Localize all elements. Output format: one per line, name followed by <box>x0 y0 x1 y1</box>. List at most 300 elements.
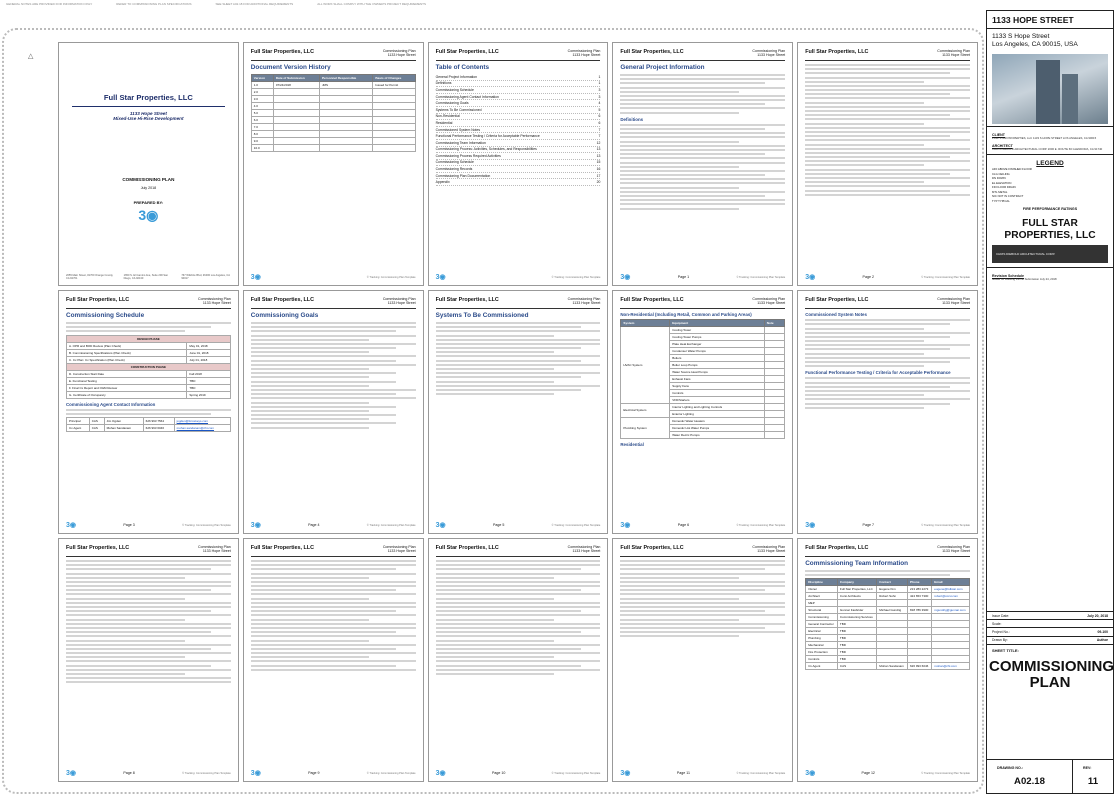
pages-grid <box>58 42 978 782</box>
cell: Robert Sohn <box>877 593 908 600</box>
page-address: 1133 Hope Street <box>942 549 970 554</box>
page-title: General Project Information <box>620 63 705 71</box>
text-page <box>612 538 793 782</box>
cell: Domestic Hot Water Pumps <box>670 424 765 431</box>
page-company: Full Star Properties, LLC <box>620 297 684 303</box>
cell: Electrical <box>806 628 838 635</box>
legend-item: EL ELEVATION <box>992 180 1012 185</box>
cover-line <box>72 106 225 107</box>
cover-page <box>58 42 239 286</box>
page-doc: Commissioning Plan <box>752 297 786 301</box>
cell: Gunnar Fasbrider <box>837 607 876 614</box>
page-address: 1133 Hope Street <box>387 53 416 58</box>
text-page <box>243 538 424 782</box>
non-residential-page <box>612 290 793 534</box>
cell: HVAC System <box>621 326 670 403</box>
page-header <box>620 545 785 557</box>
page-copyright: © Tracking: Commissioning Plan Template <box>921 523 970 527</box>
page-title: Table of Contents <box>435 63 490 71</box>
section-heading: Functional Performance Testing / Criteria for Acceptable Performance <box>805 370 951 376</box>
email-link[interactable]: mohan.sandanam@chi.com <box>174 425 230 432</box>
toc-item[interactable]: Commissioned System Notes 7 <box>435 127 601 132</box>
toc-item[interactable]: Commissioning Agent Contact Information 3 <box>435 94 601 99</box>
cover-prepared: PREPARED BY: <box>133 200 164 205</box>
toc-item[interactable]: Definitions 1 <box>435 81 601 86</box>
page-doc: Commissioning Plan <box>198 545 231 549</box>
client-info: FULL STAR PROPERTIES, LLC 1133 S HOPE STREET LOS ANGELES, CA 90015 <box>992 136 1097 140</box>
page-footer <box>251 521 416 529</box>
section-heading: Definitions <box>620 116 644 122</box>
cell: MEP <box>806 600 838 607</box>
cell: TBD <box>837 649 876 656</box>
architect-logo <box>992 245 1108 263</box>
page-footer <box>805 273 970 281</box>
page-footer <box>805 521 970 529</box>
revision-header: Revision Schedule <box>992 274 1024 279</box>
cell: General Contractor <box>806 621 838 628</box>
page-copyright: © Tracking: Commissioning Plan Template <box>182 771 231 775</box>
th: Discipline <box>806 579 838 586</box>
page-number: Page 8 <box>123 771 135 775</box>
page-footer <box>620 521 785 529</box>
text-page <box>428 538 609 782</box>
page-header <box>436 297 601 309</box>
cell: Structural <box>806 607 838 614</box>
email-link[interactable]: robert@corsi.com <box>932 593 970 600</box>
cell: JMS <box>319 81 372 88</box>
cover-logo: 3◉ <box>138 207 159 223</box>
page-address: 1133 Hope Street <box>387 549 416 554</box>
page-footer <box>66 769 231 777</box>
cell: Cx Agent <box>67 425 90 432</box>
goals-page <box>243 290 424 534</box>
page-copyright: © Tracking: Commissioning Plan Template <box>182 523 231 527</box>
page-number: Page 4 <box>308 523 320 527</box>
page-copyright: © Tracking: Commissioning Plan Template <box>736 771 786 775</box>
scale-row: Scale: <box>987 619 1113 627</box>
page-copyright: © Tracking: Commissioning Plan Template <box>551 275 601 279</box>
body-text <box>251 560 416 671</box>
body-text <box>251 322 416 429</box>
th: Personnel Responsible <box>319 74 372 81</box>
page-address: 1133 Hope Street <box>572 53 601 58</box>
page-doc: Commissioning Plan <box>567 545 601 549</box>
cell: Boilers <box>670 354 765 361</box>
page-doc: Commissioning Plan <box>937 297 970 301</box>
page-company: Full Star Properties, LLC <box>620 545 684 551</box>
page-title: Commissioning Schedule <box>66 311 145 319</box>
cell: Interior Lighting and Lighting Controls <box>670 403 765 410</box>
cell: 626 993 6046 <box>143 425 174 432</box>
page-header <box>251 49 416 61</box>
body-text <box>436 322 601 395</box>
page-footer <box>436 769 601 777</box>
version-table <box>251 74 416 152</box>
schedule-page <box>58 290 239 534</box>
cell: Cooling Tower <box>670 326 765 333</box>
page-footer <box>620 273 785 281</box>
toc-item[interactable]: Commissioning Schedule 3 <box>435 87 601 92</box>
page-doc: Commissioning Plan <box>382 297 416 301</box>
logo-icon: 3◉ <box>250 274 261 281</box>
strip-text: GENERAL NOTES ARE PROVIDED FOR INFORMATION ONLY <box>6 2 93 6</box>
body-text <box>66 409 231 415</box>
page-header <box>436 545 601 557</box>
cell: Controls <box>806 656 838 663</box>
legend-item: CLG CEILING <box>992 171 1010 176</box>
firm-name: FULL STAR PROPERTIES, LLC <box>1004 218 1096 241</box>
page-header <box>66 545 231 557</box>
page-number: Page 2 <box>862 275 874 279</box>
cover-plan-title: COMMISSIONING PLAN <box>122 177 175 182</box>
toc-item[interactable]: Non-Residential 6 <box>435 114 601 119</box>
page-company: Full Star Properties, LLC <box>66 297 130 303</box>
strip-text: SEE SHEET A02.18 FOR ADDITIONAL REQUIREMENTS <box>215 2 294 6</box>
cell: 8.0 <box>251 130 273 137</box>
toc-item[interactable]: Commissioning Process: Activities, Schedules, and Responsibilities 13 <box>435 147 601 152</box>
cell: TBD <box>187 377 230 384</box>
th: Email <box>932 579 970 586</box>
page-company: Full Star Properties, LLC <box>805 545 869 551</box>
team-page <box>797 538 978 782</box>
cell: 5.0 <box>251 109 273 116</box>
cell: Cx Agent <box>806 663 838 670</box>
cell: C. Cx Plan: Cx Specification (Plan Check) <box>67 356 187 363</box>
page-number: Page 10 <box>491 771 506 775</box>
page-header <box>66 297 231 309</box>
logo-icon: 3◉ <box>805 522 816 529</box>
cell: Commissioning <box>806 614 838 621</box>
body-text <box>805 570 970 576</box>
cell: 213 283 2273 <box>908 586 932 593</box>
rev-number: 11 <box>1087 776 1099 787</box>
general-info-page <box>612 42 793 286</box>
client-section <box>987 126 1113 154</box>
cell: Controls <box>670 389 765 396</box>
cover-office: 767 Wilshire Blvd, #1000 Los Angeles, CA 90017 <box>181 274 230 280</box>
page-address: 1133 Hope Street <box>387 301 416 306</box>
cell: D. Construction Start Date <box>67 370 187 377</box>
cell: June 01, 2018 <box>187 349 230 356</box>
cell: 1.0 <box>251 81 273 88</box>
page-number: Page 1 <box>677 275 690 279</box>
sheet-info <box>987 611 1113 696</box>
logo-icon: 3◉ <box>620 770 631 777</box>
title-block <box>986 10 1114 794</box>
cover-office: 1650 S. El Camino Ave, Suite 200 San Diego, CA 92130 <box>123 274 169 280</box>
page-doc: Commissioning Plan <box>752 49 786 53</box>
cell: July 01, 2018 <box>187 356 230 363</box>
building-photo <box>992 54 1108 124</box>
section-heading: Commissioning Agent Contact Information <box>66 401 156 407</box>
page-company: Full Star Properties, LLC <box>805 297 869 303</box>
cell: Plumbing System <box>621 417 670 438</box>
th: Basis of Changes <box>373 74 415 81</box>
systems-page <box>428 290 609 534</box>
page-doc: Commissioning Plan <box>937 49 970 53</box>
logo-icon: 3◉ <box>620 522 631 529</box>
email-link[interactable]: jogden@forcekeys.com <box>174 418 230 425</box>
page-doc: Commissioning Plan <box>382 545 416 549</box>
page-doc: Commissioning Plan <box>567 297 601 301</box>
cell: Full Star Properties, LLC <box>837 586 876 593</box>
logo-icon: 3◉ <box>620 274 631 281</box>
logo-icon: 3◉ <box>435 770 446 777</box>
strip-text: ALL WORK SHALL COMPLY WITH THE OWNER'S PROJECT REQUIREMENTS <box>317 2 426 6</box>
text-page <box>58 538 239 782</box>
page-title: Commissioning Team Information <box>805 559 909 567</box>
page-copyright: © Tracking: Commissioning Plan Template <box>921 275 970 279</box>
page-number: Page 5 <box>492 523 505 527</box>
page-doc: Commissioning Plan <box>382 49 416 53</box>
sheet-title: COMMISSIONING PLAN <box>989 657 1115 691</box>
page-address: 1133 Hope Street <box>757 301 786 306</box>
email-link[interactable]: mgundrig@gunnar.com <box>932 607 970 614</box>
page-address: 1133 Hope Street <box>942 301 970 306</box>
version-history-page <box>243 42 424 286</box>
page-company: Full Star Properties, LLC <box>620 49 684 55</box>
rev-label: REV: <box>1083 766 1092 770</box>
cell: Plumbing <box>806 635 838 642</box>
cell: VFD/Starters <box>670 396 765 403</box>
issue-date-row: Issue Date: July 20, 2018 <box>987 611 1113 619</box>
page-address: 1133 Hope Street <box>757 549 786 554</box>
cell: Eugene Kim <box>877 586 908 593</box>
page-copyright: © Tracking: Commissioning Plan Template <box>736 275 786 279</box>
schedule-table <box>66 335 231 399</box>
page-company: Full Star Properties, LLC <box>250 297 314 303</box>
cell: Issued for Permit <box>373 81 415 88</box>
sheet-title-label: SHEET TITLE: <box>987 644 1113 653</box>
page-copyright: © Tracking: Commissioning Plan Template <box>366 771 416 775</box>
th: Equipment <box>670 319 765 326</box>
page-header <box>620 297 785 309</box>
page-address: 1133 Hope Street <box>757 53 786 58</box>
cell: 626 993 7564 <box>143 418 174 425</box>
section-heading: Commissioned System Notes <box>805 311 867 317</box>
page-copyright: © Tracking: Commissioning Plan Template <box>736 523 786 527</box>
cell: Plate Heat Exchanger <box>670 340 765 347</box>
cell: Domestic Water Heaters <box>670 417 765 424</box>
drawn-by-row: Drawn By: Author <box>987 636 1113 644</box>
page-doc: Commissioning Plan <box>198 297 231 301</box>
page-doc: Commissioning Plan <box>937 545 970 549</box>
cover-address: 1133 Hope Street <box>129 111 167 116</box>
page-header <box>436 49 601 61</box>
cover-title: Full Star Properties, LLC <box>103 93 193 102</box>
legend-section <box>987 154 1113 214</box>
logo-icon: 3◉ <box>250 770 261 777</box>
body-text <box>805 319 970 367</box>
team-table <box>805 578 970 670</box>
legend-item: NIC NOT IN CONTRACT <box>992 194 1024 199</box>
page-header <box>620 49 785 61</box>
toc-item[interactable]: Commissioning Process Required Activities 13 <box>435 153 601 158</box>
logo-icon: 3◉ <box>66 770 77 777</box>
body-text <box>805 377 970 408</box>
page-footer <box>620 769 785 777</box>
cell: F. Final Cx Report and O&M Review <box>67 384 187 391</box>
cell: Architect <box>806 593 838 600</box>
th: Date of Submission <box>273 74 319 81</box>
page-number: Page 6 <box>677 523 690 527</box>
page-number: Page 7 <box>862 523 874 527</box>
page-address: 1133 Hope Street <box>572 301 601 306</box>
cell: Cooling Tower Pumps <box>670 333 765 340</box>
page-company: Full Star Properties, LLC <box>250 545 314 551</box>
toc-item[interactable]: Commissioning Records 16 <box>435 167 601 172</box>
cell: 3.0 <box>251 95 273 102</box>
email-link[interactable]: eugene@fullstar.com <box>932 586 970 593</box>
page-number: Page 12 <box>861 771 875 775</box>
section-heading: Non-Residential (Including Retail, Common and Parking Areas) <box>620 311 752 317</box>
legend-title: LEGEND <box>1036 160 1064 168</box>
system-notes-page <box>797 290 978 534</box>
page-company: Full Star Properties, LLC <box>250 49 314 55</box>
page-copyright: © Tracking: Commissioning Plan Template <box>551 771 601 775</box>
body-text <box>805 64 970 196</box>
cell: 10.0 <box>251 144 273 151</box>
email-link[interactable]: mohan@chi.com <box>932 663 970 670</box>
cell: Mohan Sandanam <box>104 425 143 432</box>
cell: Fire Protection <box>806 649 838 656</box>
toc-item[interactable]: General Project Information 1 <box>435 74 601 79</box>
cell: Corsi Architects <box>837 593 876 600</box>
cell: 818 786 3900 <box>908 607 932 614</box>
body-text <box>66 560 231 683</box>
toc-item[interactable]: Residential 6 <box>435 120 601 125</box>
body-text <box>620 124 785 210</box>
page-company: Full Star Properties, LLC <box>435 49 499 55</box>
client-header: CLIENT <box>992 133 1005 137</box>
logo-icon: 3◉ <box>435 522 446 529</box>
page-header <box>251 545 416 557</box>
cell: May 01, 2018 <box>187 342 230 349</box>
logo-icon: 3◉ <box>805 274 816 281</box>
address-line-2: Los Angeles, CA 90015, USA <box>992 41 1078 48</box>
cell: Commissioning Services <box>837 614 876 621</box>
page-footer <box>436 273 601 281</box>
architect-logo-text: CHRIS DIEBOLD ARCHITECTURAL CORP. <box>996 252 1056 257</box>
drawing-no-label: DRAWING NO.: <box>997 766 1023 770</box>
cell: Jim Ogden <box>104 418 143 425</box>
th: Note <box>764 319 784 326</box>
cell: Water Recirc Pumps <box>670 431 765 438</box>
page-header <box>805 297 970 309</box>
cell: 6.0 <box>251 116 273 123</box>
toc-item[interactable]: Commissioning Team Information 12 <box>435 140 601 145</box>
cell: Michael Gundrig <box>877 607 908 614</box>
cell: 4.0 <box>251 102 273 109</box>
page-footer <box>436 521 601 529</box>
definitions-page <box>797 42 978 286</box>
cell: CAS <box>89 418 104 425</box>
logo-icon: 3◉ <box>66 522 77 529</box>
page-header <box>251 297 416 309</box>
page-copyright: © Tracking: Commissioning Plan Template <box>366 275 416 279</box>
cell: B. Commissioning Specifications (Plan Check) <box>67 349 187 356</box>
toc-page <box>428 42 609 286</box>
page-header <box>805 49 970 61</box>
cell: 424 653 7300 <box>908 593 932 600</box>
toc-item[interactable]: Systems To Be Commissioned 5 <box>435 107 601 112</box>
legend-item: AFF ABOVE FINISHED FLOOR <box>992 167 1032 172</box>
cell: TBD <box>837 628 876 635</box>
cover-office: 2055 Main Street, #1700 Orange County, CA 92701 <box>66 274 114 280</box>
cover-date: July 2018 <box>140 186 157 190</box>
phase-label: DESIGN PHASE <box>67 335 231 342</box>
cell: 626 993 6046 <box>908 663 932 670</box>
toc-item[interactable]: Commissioning Goals 4 <box>435 101 601 106</box>
systems-table <box>620 319 785 439</box>
page-footer <box>805 769 970 777</box>
revision-row: Issued for Building Permit Submission July 24, 2018 <box>992 277 1057 282</box>
cell: Condenser Water Pumps <box>670 347 765 354</box>
page-number: Page 11 <box>676 771 690 775</box>
cell: Exhaust Fans <box>670 375 765 382</box>
cell: Boiler Loop Pumps <box>670 361 765 368</box>
logo-icon: 3◉ <box>805 770 816 777</box>
logo-icon: 3◉ <box>250 522 261 529</box>
toc-item[interactable]: Appendix 20 <box>435 180 601 185</box>
cell: Exterior Lighting <box>670 410 765 417</box>
page-header <box>805 545 970 557</box>
body-text <box>620 74 785 114</box>
page-company: Full Star Properties, LLC <box>435 297 499 303</box>
page-address: 1133 Hope Street <box>572 549 601 554</box>
cell: CAS <box>837 663 876 670</box>
cell: Mechanical <box>806 642 838 649</box>
drawing-number-block <box>987 759 1113 793</box>
legend-item: MTL METAL <box>992 189 1008 194</box>
toc-item[interactable]: Commissioning Plan Documentation 17 <box>435 173 601 178</box>
cell: Mohan Sandanam <box>877 663 908 670</box>
th: Contact <box>877 579 908 586</box>
cell: TBD <box>837 621 876 628</box>
th: Phone <box>908 579 932 586</box>
page-copyright: © Tracking: Commissioning Plan Template <box>366 523 416 527</box>
cell: 07/24/2018 <box>273 81 319 88</box>
cover-subtitle: Mixed-Use Hi-Rise Development <box>113 116 184 121</box>
legend-item: DN DOWN <box>992 176 1006 181</box>
toc-item[interactable]: Functional Performance Testing / Criteria for Acceptable Performance 7 <box>435 134 601 139</box>
architect-header: ARCHITECT <box>992 143 1013 148</box>
project-street: 1133 HOPE STREET <box>987 11 1113 29</box>
contact-table <box>66 417 231 432</box>
legend-item: FD FLOOR DRAIN <box>992 185 1016 190</box>
logo-icon: 3◉ <box>435 274 446 281</box>
cell: Spring 2019 <box>187 391 230 398</box>
page-title: Systems To Be Commissioned <box>435 311 529 319</box>
page-address: 1133 Hope Street <box>942 53 970 58</box>
page-footer <box>251 769 416 777</box>
drawing-no: A02.18 <box>1014 776 1045 787</box>
cell: TBD <box>837 642 876 649</box>
cell: E. Functional Testing <box>67 377 187 384</box>
cell: Owner <box>806 586 838 593</box>
page-footer <box>251 273 416 281</box>
th: Company <box>837 579 876 586</box>
page-doc: Commissioning Plan <box>567 49 601 53</box>
cell: TBD <box>187 384 230 391</box>
cell: 9.0 <box>251 137 273 144</box>
page-title: Commissioning Goals <box>250 311 319 319</box>
cell: TBD <box>837 656 876 663</box>
page-doc: Commissioning Plan <box>752 545 786 549</box>
toc-item[interactable]: Commissioning Schedule 15 <box>435 160 601 165</box>
body-text <box>66 322 231 332</box>
cell: Electrical System <box>621 403 670 417</box>
